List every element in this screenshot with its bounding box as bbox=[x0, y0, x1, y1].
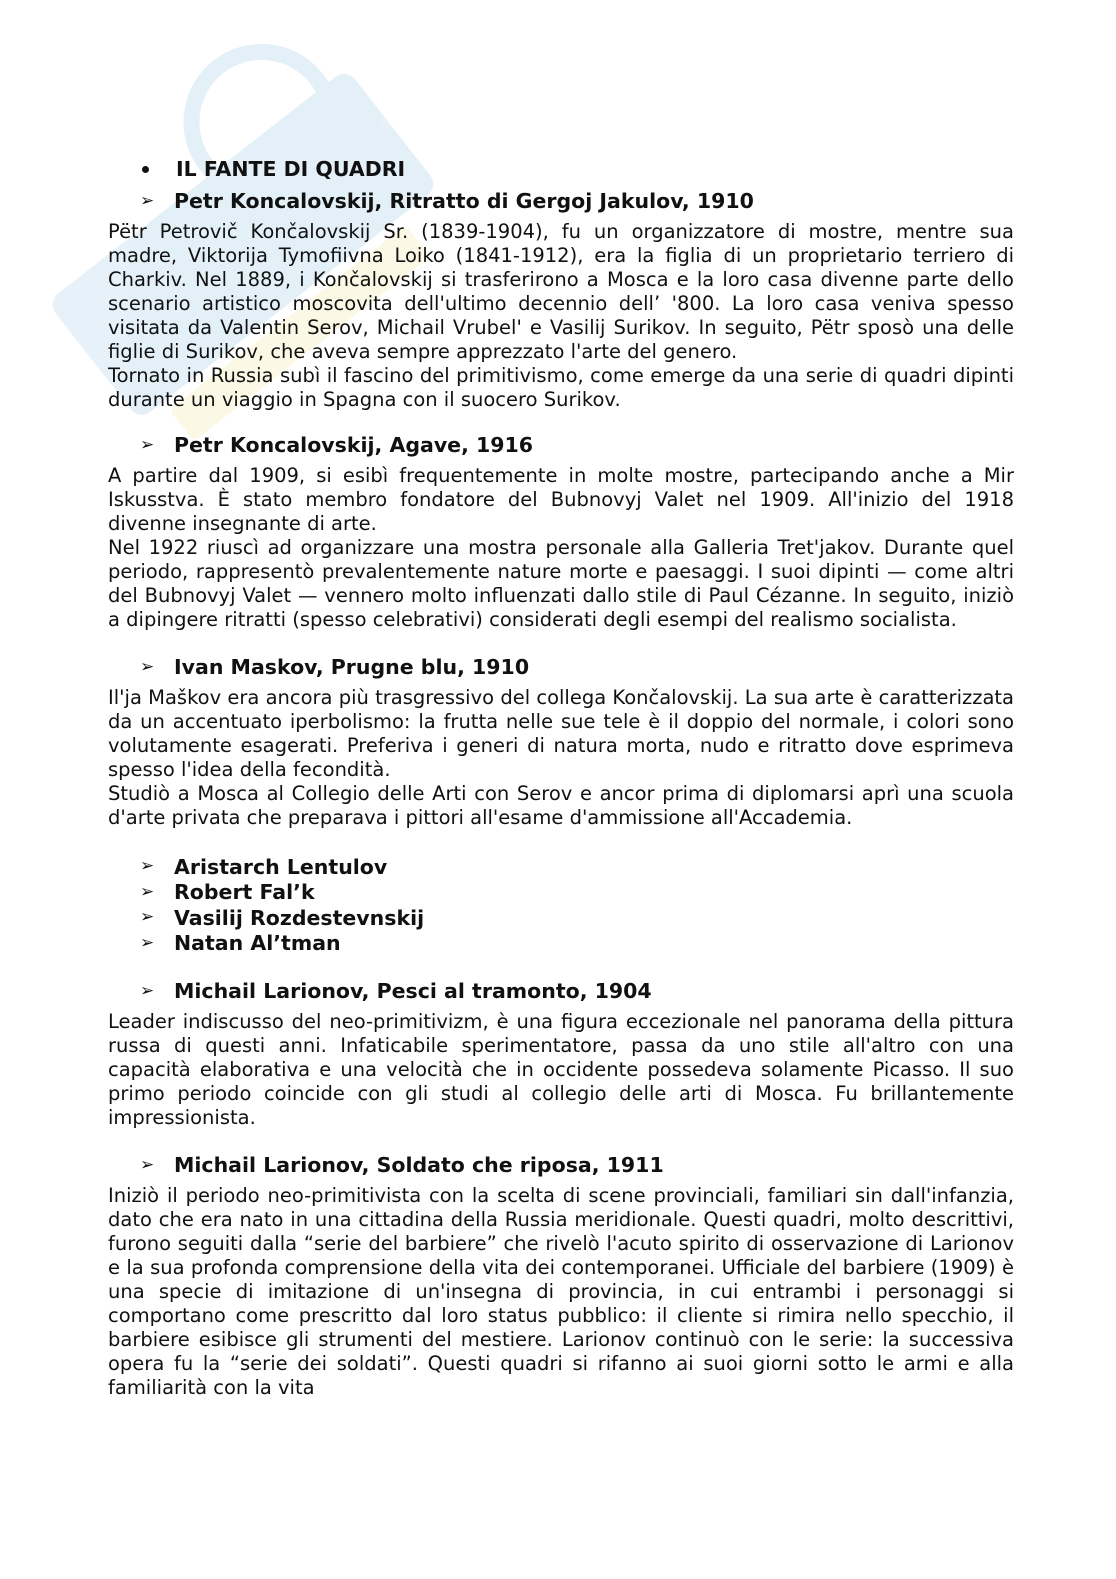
arrow-bullet-icon: ➢ bbox=[140, 932, 155, 953]
list-item: ➢ Aristarch Lentulov bbox=[140, 854, 388, 879]
arrow-bullet-icon: ➢ bbox=[140, 1154, 155, 1175]
arrow-bullet-icon: ➢ bbox=[140, 856, 155, 877]
paragraph: Iniziò il periodo neo-primitivista con la scelta di scene provinciali, familiari sin dall'infanzia, dato che era nato in una cittadina della Russia meridionale. Questi quadri, molto descrittivi, furono seguiti dalla “serie del barbiere” che rivelò l'acuto spirito di osservazione di Larionov e la sua profonda comprensione della vita dei contemporanei. Ufficiale del barbiere (1909) è una specie di imitazione di un'insegna di provincia, in cui entrambi i personaggi si comportano come prescritto dal loro status pubblico: il cliente si rimira nello specchio, il barbiere esibisce gli strumenti del mestiere. Larionov continuò con le serie: la successiva opera fu la “serie dei soldati”. Questi quadri si rifanno ai suoi giorni sotto le armi e alla familiarità con la vita bbox=[108, 1184, 1014, 1399]
section-title: ➢ Petr Koncalovskij, Ritratto di Gergoj Jakulov, 1910 bbox=[140, 189, 754, 213]
document-page bbox=[108, 152, 1014, 1400]
arrow-bullet-icon: ➢ bbox=[140, 980, 155, 1001]
section-title: ➢ Petr Koncalovskij, Agave, 1916 bbox=[140, 433, 534, 457]
bullet-icon bbox=[142, 166, 149, 173]
paragraph: A partire dal 1909, si esibì frequentemente in molte mostre, partecipando anche a Mir Iskusstva. È stato membro fondatore del Bubnovyj Valet nel 1909. All'inizio del 1918 divenne insegnante di arte. bbox=[108, 464, 1014, 535]
section-title: ➢ Michail Larionov, Pesci al tramonto, 1904 bbox=[140, 979, 652, 1003]
artist-list bbox=[108, 854, 1014, 956]
paragraph: Tornato in Russia subì il fascino del primitivismo, come emerge da una serie di quadri dipinti durante un viaggio in Spagna con il suocero Surikov. bbox=[108, 364, 1014, 411]
arrow-bullet-icon: ➢ bbox=[140, 881, 155, 902]
paragraph: Pëtr Petrovič Končalovskij Sr. (1839-1904), fu un organizzatore di mostre, mentre sua madre, Viktorija Tymofiivna Loiko (1841-1912), era la figlia di un proprietario terriero di Charkiv. Nel 1889, i Končalovskij si trasferirono a Mosca e la loro casa divenne parte dello scenario artistico moscovita dell'ultimo decennio dell’ '800. La loro casa veniva spesso visitata da Valentin Serov, Michail Vrubel' e Vasilij Surikov. In seguito, Pëtr sposò una delle figlie di Surikov, che aveva sempre apprezzato l'arte del genero. bbox=[108, 220, 1014, 363]
paragraph: Studiò a Mosca al Collegio delle Arti con Serov e ancor prima di diplomarsi aprì una scuola d'arte privata che preparava i pittori all'esame d'ammissione all'Accademia. bbox=[108, 782, 1014, 829]
list-item: ➢ Natan Al’tman bbox=[140, 931, 341, 956]
arrow-bullet-icon: ➢ bbox=[140, 656, 155, 677]
paragraph: Il'ja Maškov era ancora più trasgressivo del collega Končalovskij. La sua arte è caratterizzata da un accentuato iperbolismo: la frutta nelle sue tele è il doppio del normale, i colori sono volutamente esagerati. Preferiva i generi di natura morta, nudo e ritratto dove esprimeva spesso l'idea della fecondità. bbox=[108, 686, 1014, 781]
arrow-bullet-icon: ➢ bbox=[140, 190, 155, 211]
paragraph: Nel 1922 riuscì ad organizzare una mostra personale alla Galleria Tret'jakov. Durante quel periodo, rappresentò prevalentemente nature morte e paesaggi. I suoi dipinti — come altri del Bubnovyj Valet — vennero molto influenzati dallo stile di Paul Cézanne. In seguito, iniziò a dipingere ritratti (spesso celebrativi) considerati degli esempi del realismo socialista. bbox=[108, 536, 1014, 631]
list-item: ➢ Vasilij Rozdestevnskij bbox=[140, 905, 425, 930]
section-title: ➢ Ivan Maskov, Prugne blu, 1910 bbox=[140, 655, 530, 679]
main-heading: IL FANTE DI QUADRI bbox=[108, 152, 1014, 186]
arrow-bullet-icon: ➢ bbox=[140, 434, 155, 455]
list-item: ➢ Robert Fal’k bbox=[140, 880, 315, 905]
arrow-bullet-icon: ➢ bbox=[140, 907, 155, 928]
section-title: ➢ Michail Larionov, Soldato che riposa, 1911 bbox=[140, 1153, 664, 1177]
paragraph: Leader indiscusso del neo-primitivizm, è una figura eccezionale nel panorama della pittura russa di questi anni. Infaticabile sperimentatore, passa da uno stile all'altro con una capacità elaborativa e una velocità che in occidente possedeva solamente Picasso. Il suo primo periodo coincide con gli studi al collegio delle arti di Mosca. Fu brillantemente impressionista. bbox=[108, 1010, 1014, 1129]
